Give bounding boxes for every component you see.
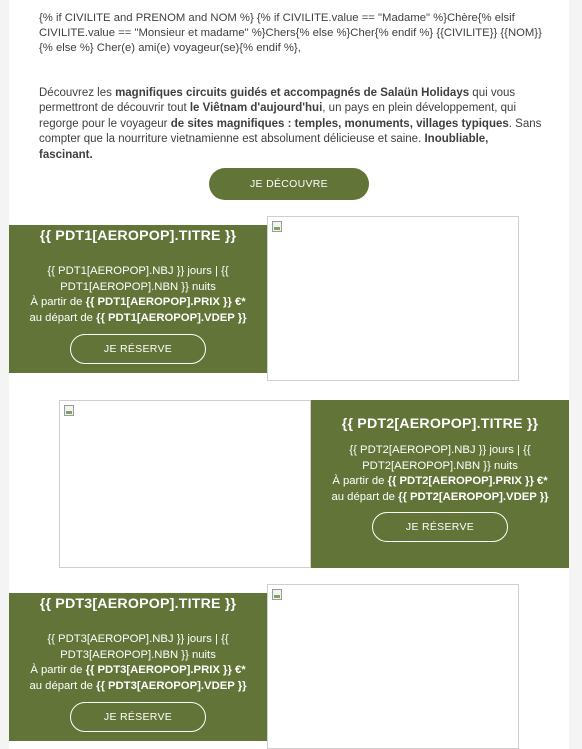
broken-image-icon — [272, 221, 282, 232]
broken-image-icon — [64, 405, 74, 416]
salutation-text: {% if CIVILITE and PRENOM and NOM %} {% if CIVILITE.value == "Madame" %}Chère{% elsif CIVILITE.value == "Monsieur et madame" %}Chers{% else %}Cher{% endif %} {{CIVILITE}} {{NOM}}{% else %} Cher(e) ami(e) voyageur(se){% endif %}, — [39, 12, 542, 55]
product-meta: {{ PDT1[AEROPOP].NBJ }} jours | {{ PDT1[AEROPOP].NBN }} nuits À partir de {{ PDT1[AEROPOP].PRIX }} €* au départ de {{ PDT1[AEROPOP].VDEP }} — [29, 265, 247, 324]
je-reserve-button[interactable]: JE RÉSERVE — [70, 334, 206, 364]
product-image-2[interactable] — [59, 400, 311, 568]
intro-paragraph: Découvrez les magnifiques circuits guidés et accompagnés de Salaün Holidays qui vous permettront de découvrir tout le Viêtnam d'aujourd'hui, un pays en plein développement, qui regorge pour le voyageur de sites magnifiques : temples, monuments, villages typiques. Sans compter que la nourriture vietnamienne est absolument délicieuse et saine. Inoubliable, fascinant. — [39, 87, 542, 161]
product-image-3[interactable] — [267, 584, 519, 749]
scroll-gutter — [569, 0, 582, 749]
product-meta: {{ PDT3[AEROPOP].NBJ }} jours | {{ PDT3[AEROPOP].NBN }} nuits À partir de {{ PDT3[AEROPOP].PRIX }} €* au départ de {{ PDT3[AEROPOP].VDEP }} — [29, 633, 247, 692]
product-meta: {{ PDT2[AEROPOP].NBJ }} jours | {{ PDT2[AEROPOP].NBN }} nuits À partir de {{ PDT2[AEROPOP].PRIX }} €* au départ de {{ PDT2[AEROPOP].VDEP }} — [331, 444, 549, 503]
broken-image-icon — [272, 589, 282, 600]
product-image-1[interactable] — [267, 216, 519, 381]
je-reserve-button[interactable]: JE RÉSERVE — [372, 512, 508, 542]
je-decouvre-button[interactable]: JE DÉCOUVRE — [209, 168, 369, 200]
product-title: {{ PDT3[AEROPOP].TITRE }} — [39, 596, 237, 612]
product-title: {{ PDT2[AEROPOP].TITRE }} — [341, 416, 539, 432]
product-card-2 — [311, 400, 569, 568]
product-card-3 — [9, 593, 267, 741]
product-card-1 — [9, 225, 267, 373]
je-reserve-button[interactable]: JE RÉSERVE — [70, 702, 206, 732]
product-title: {{ PDT1[AEROPOP].TITRE }} — [39, 228, 237, 244]
